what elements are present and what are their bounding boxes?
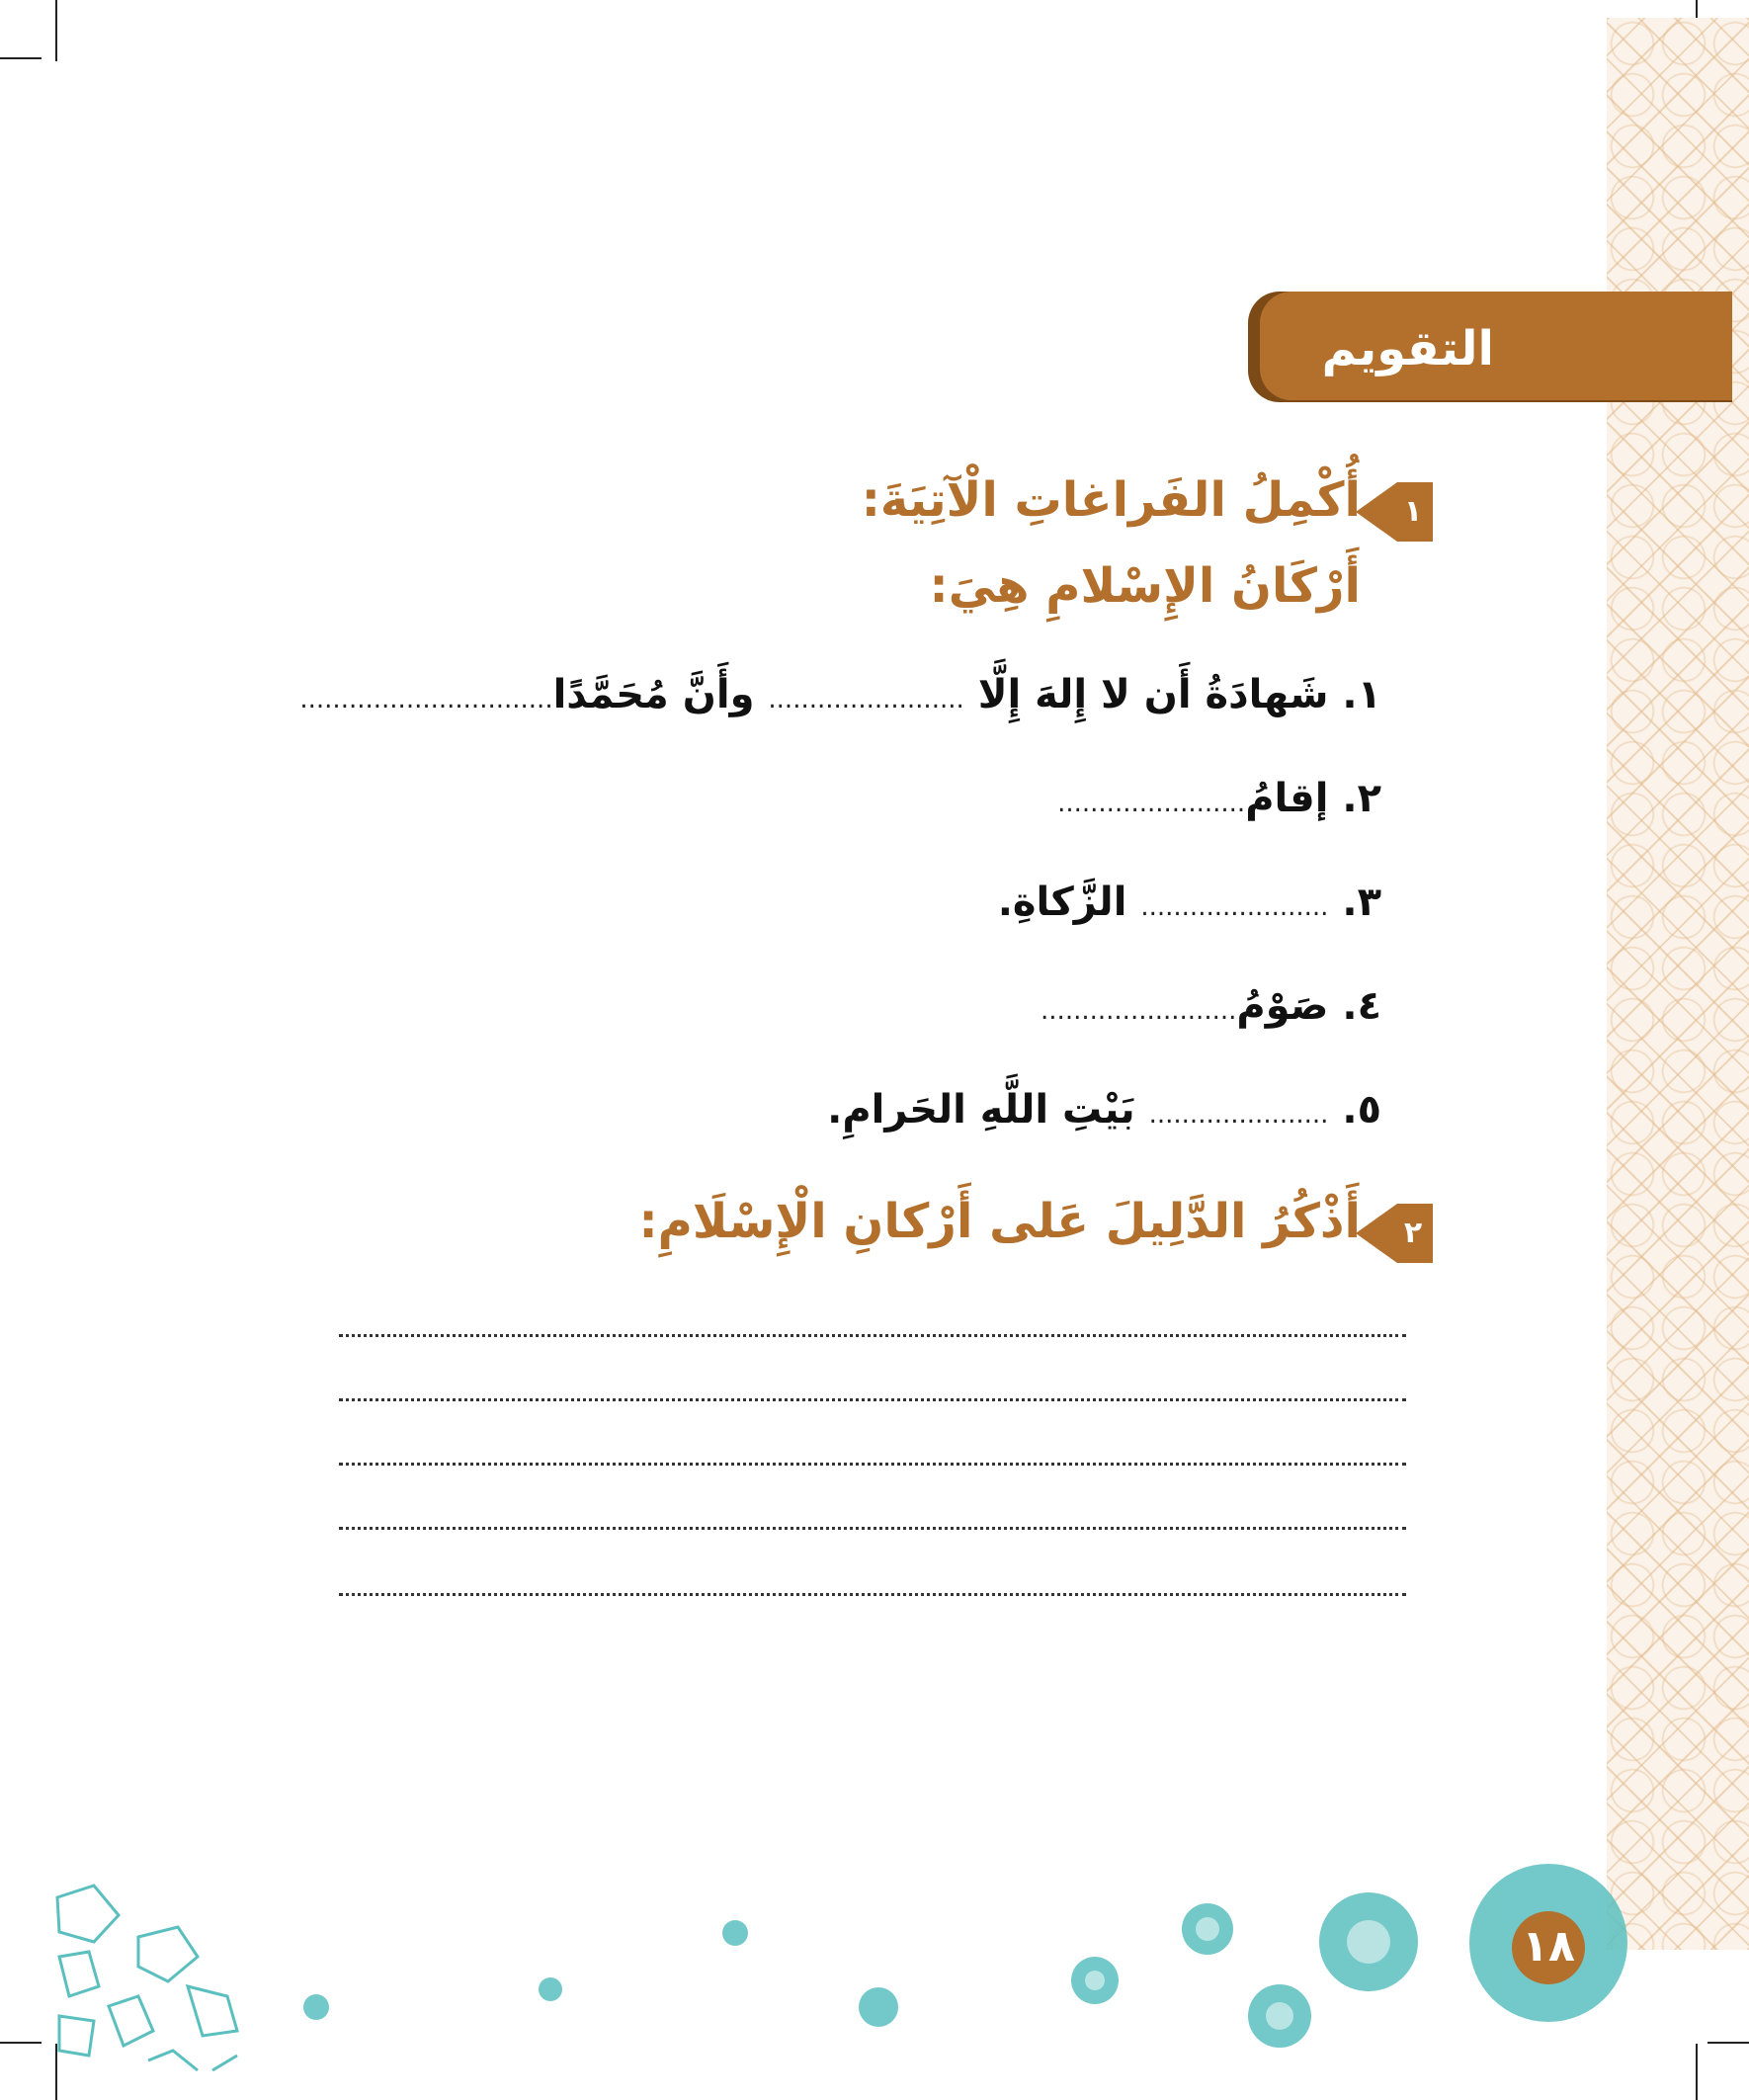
item-number: ٥. bbox=[1342, 1087, 1381, 1133]
item-number: ٢. bbox=[1342, 776, 1381, 821]
answer-line[interactable] bbox=[339, 1398, 1406, 1401]
fill-blank[interactable]: ...................... bbox=[1148, 1100, 1329, 1130]
item-number: ٣. bbox=[1342, 880, 1381, 925]
crop-mark bbox=[55, 0, 57, 61]
item-text: إقامُ bbox=[1245, 776, 1329, 821]
item-number: ١. bbox=[1342, 672, 1381, 717]
list-item bbox=[1041, 983, 1381, 1029]
question-1-number: ١ bbox=[1403, 494, 1423, 529]
list-item bbox=[998, 880, 1381, 925]
list-item bbox=[827, 1087, 1381, 1133]
crop-mark bbox=[0, 57, 42, 59]
fill-blank[interactable]: ....................... bbox=[1057, 789, 1246, 818]
fill-blank[interactable]: ........................ bbox=[1041, 996, 1237, 1026]
list-item bbox=[1057, 776, 1381, 821]
decorative-footer-ornaments bbox=[0, 1858, 1749, 2100]
page-number: ١٨ bbox=[1512, 1911, 1585, 1984]
item-text: شَهادَةُ أَن لا إِلهَ إِلَّا bbox=[977, 672, 1329, 717]
list-item bbox=[299, 672, 1381, 717]
item-text: بَيْتِ اللَّهِ الحَرامِ. bbox=[827, 1087, 1135, 1133]
question-1-instruction: أُكْمِلُ الفَراغاتِ الْآتِيَةَ: bbox=[861, 472, 1361, 528]
answer-line[interactable] bbox=[339, 1463, 1406, 1466]
fill-blank[interactable]: ........................ bbox=[768, 685, 964, 714]
question-1-subheading: أَرْكَانُ الإِسْلامِ هِيَ: bbox=[929, 558, 1361, 614]
fill-blank[interactable]: ............................... bbox=[299, 685, 553, 714]
answer-line[interactable] bbox=[339, 1593, 1406, 1596]
answer-line[interactable] bbox=[339, 1527, 1406, 1530]
question-2-instruction: أَذْكُرُ الدَّلِيلَ عَلى أَرْكانِ الْإِسْلَامِ: bbox=[638, 1194, 1361, 1249]
item-number: ٤. bbox=[1342, 983, 1381, 1029]
question-2-number: ٢ bbox=[1403, 1216, 1423, 1250]
answer-line[interactable] bbox=[339, 1334, 1406, 1337]
item-text: صَوْمُ bbox=[1236, 983, 1329, 1029]
item-text: الزَّكاةِ. bbox=[997, 880, 1127, 925]
fill-blank[interactable]: ....................... bbox=[1140, 892, 1329, 922]
section-title: التقويم bbox=[1321, 321, 1494, 377]
item-text: وأَنَّ مُحَمَّدًا bbox=[552, 672, 755, 717]
